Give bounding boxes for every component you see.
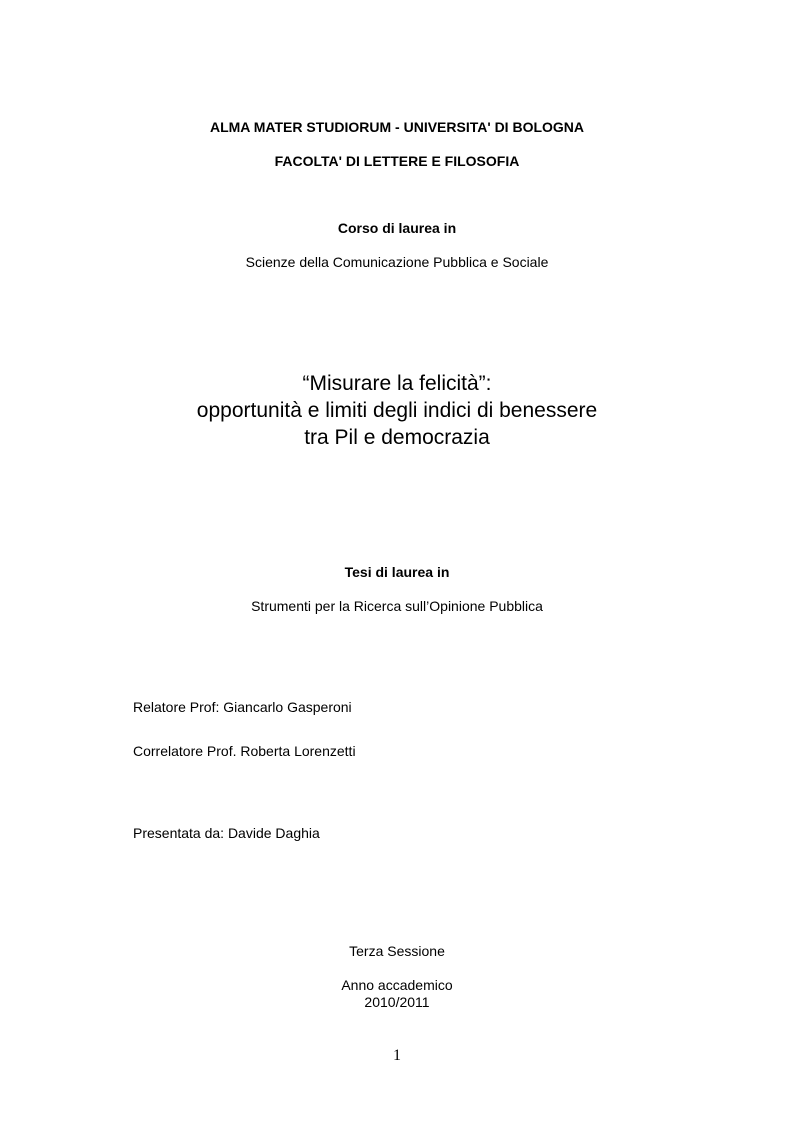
academic-year-label: Anno accademico: [341, 977, 453, 993]
thesis-title-line-3: tra Pil e democrazia: [304, 426, 490, 449]
thesis-title-line-1: “Misurare la felicità”:: [302, 372, 492, 395]
thesis-subject-name: Strumenti per la Ricerca sull’Opinione Pubblica: [251, 598, 543, 614]
thesis-title: [0, 370, 794, 451]
relatore-line: Relatore Prof: Giancarlo Gasperoni: [133, 699, 352, 715]
faculty-heading: FACOLTA' DI LETTERE E FILOSOFIA: [274, 153, 520, 169]
course-label: Corso di laurea in: [337, 220, 457, 236]
presentata-line: Presentata da: Davide Daghia: [133, 825, 320, 841]
course-name: Scienze della Comunicazione Pubblica e Sociale: [245, 254, 549, 270]
university-heading: ALMA MATER STUDIORUM - UNIVERSITA' DI BOLOGNA: [209, 119, 585, 135]
academic-year: 2010/2011: [364, 994, 430, 1010]
correlatore-line: Correlatore Prof. Roberta Lorenzetti: [133, 743, 356, 759]
thesis-title-line-2: opportunità e limiti degli indici di benessere: [196, 399, 598, 422]
page-number: 1: [393, 1047, 401, 1064]
session-name: Terza Sessione: [349, 943, 445, 959]
thesis-subject-label: Tesi di laurea in: [344, 564, 450, 580]
